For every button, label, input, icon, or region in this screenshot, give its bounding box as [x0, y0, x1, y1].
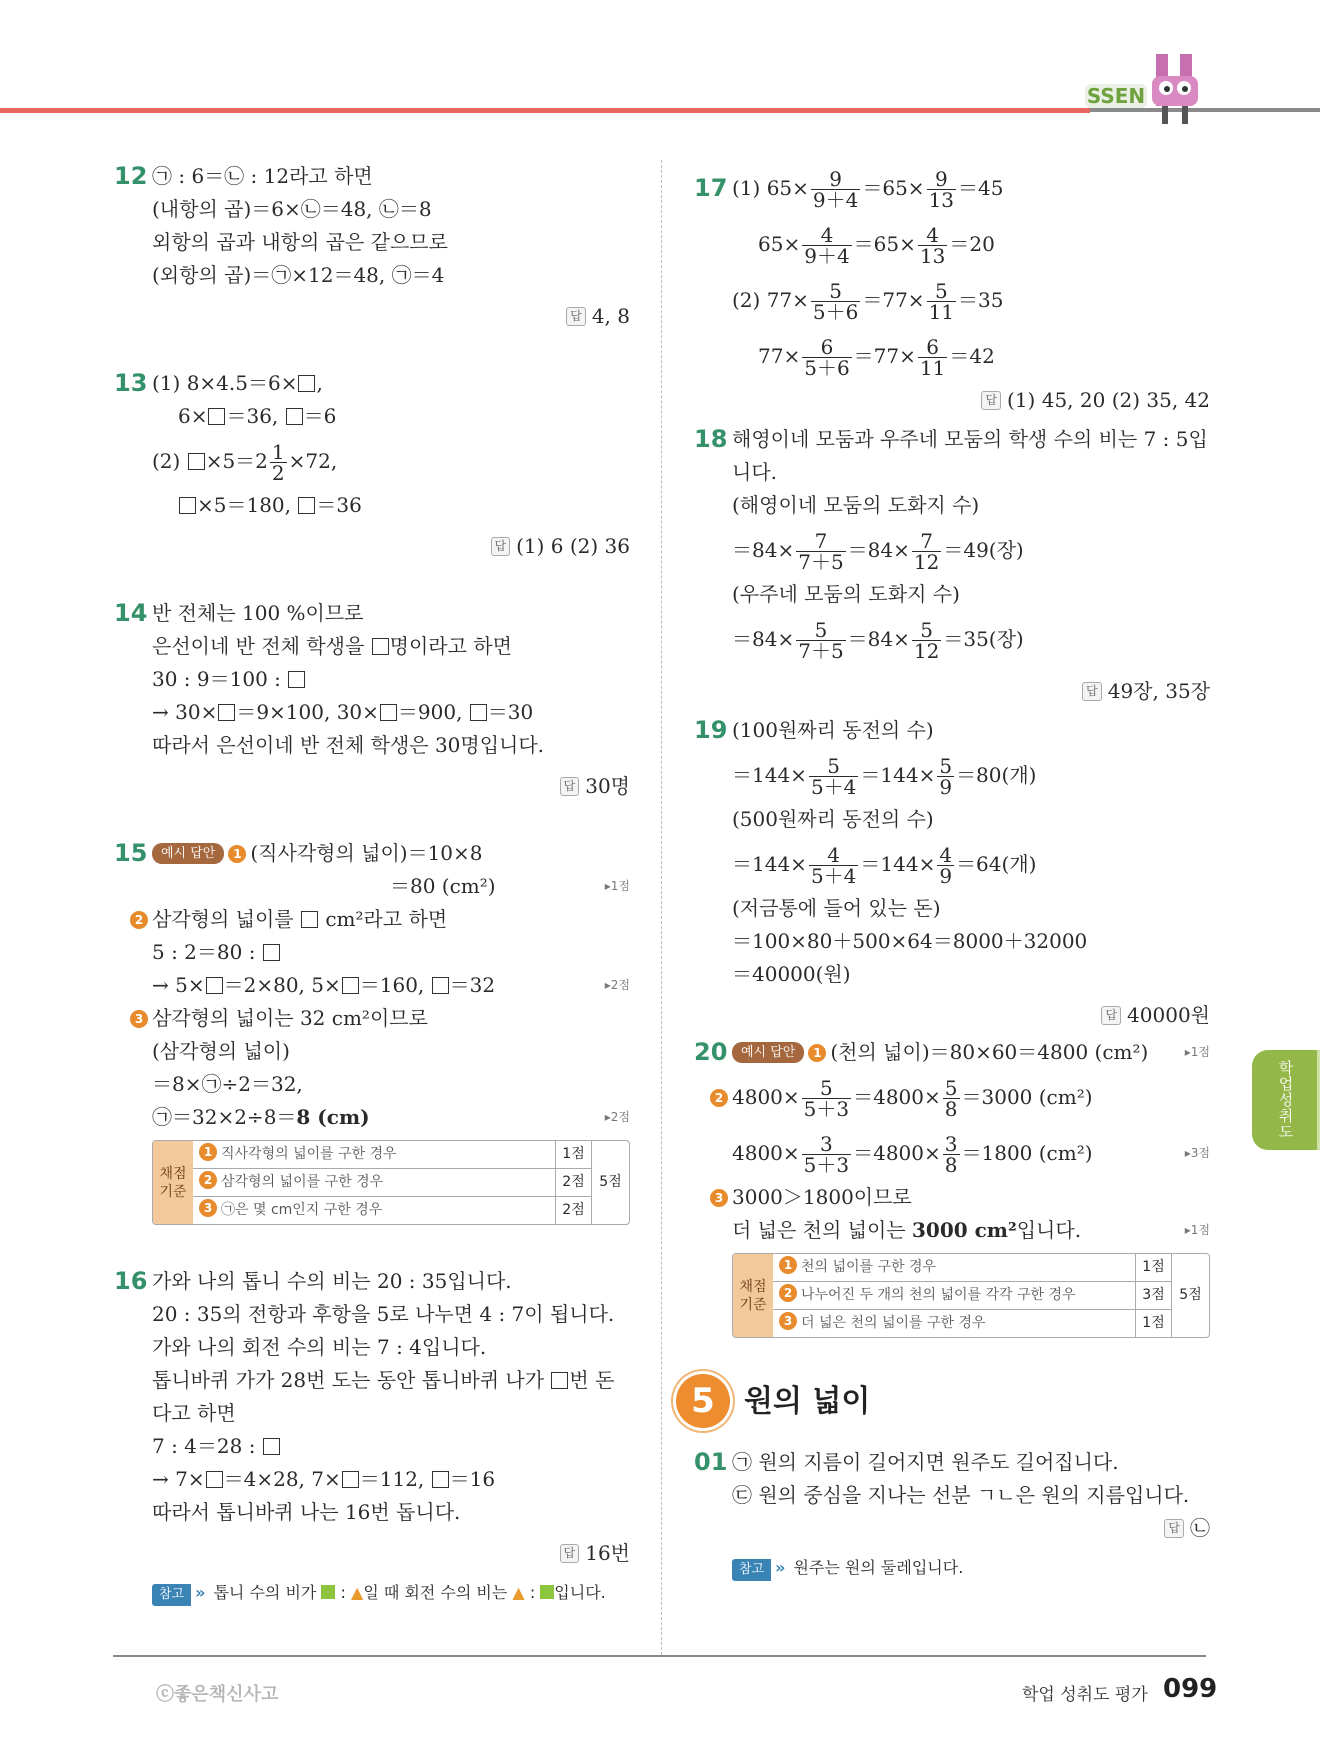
points: ▸2점 [604, 978, 630, 992]
step-marker: 1 [808, 1044, 826, 1062]
mascot-icon [1150, 42, 1208, 128]
answer-value: (1) 6 (2) 36 [516, 534, 630, 558]
rubric-row: 3 ㉠은 몇 cm인지 구한 경우 2점 [193, 1197, 591, 1224]
rubric-row: 3 더 넓은 천의 넓이를 구한 경우 1점 [773, 1310, 1171, 1337]
blank-box [342, 977, 359, 994]
solution-line: 3 3000＞1800이므로 [710, 1181, 1210, 1214]
unit-number: 5 [676, 1374, 730, 1428]
solution-line: 따라서 은선이네 반 전체 학생은 30명입니다. [152, 733, 545, 757]
answer-value: 30명 [585, 774, 630, 798]
solution-line: 2 삼각형의 넓이를 cm²라고 하면 [130, 903, 630, 936]
blank-box [263, 1438, 280, 1455]
answer-value: 49장, 35장 [1107, 679, 1210, 703]
equation-line: ＝144× $\frac{5}{5+4}$ ＝144× $\frac{5}{9}$ ＝80(개) [732, 754, 1037, 799]
solution-line: 3 삼각형의 넓이는 32 cm²이므로 [130, 1002, 630, 1035]
solution-line: → 30× ＝9×100, 30× ＝900, ＝30 [152, 700, 534, 724]
blank-box [301, 911, 318, 928]
points: ▸1점 [1184, 1223, 1210, 1237]
left-column [100, 160, 630, 1609]
problem-14 [100, 597, 630, 803]
note-tag: 참고 [732, 1559, 771, 1581]
solution-line: 6× ＝36, ＝6 [178, 404, 337, 428]
blank-box [342, 1471, 359, 1488]
example-answer-tag: 예시 답안 [732, 1042, 804, 1063]
square-icon [321, 1585, 335, 1599]
solution-line: (1) 8×4.5＝6× , [152, 371, 323, 395]
problem-number: 19 [694, 716, 728, 744]
problem-17 [680, 160, 1210, 417]
answer-label: 답 [1164, 1519, 1184, 1538]
footer-title: 학업 성취도 평가 [1022, 1685, 1148, 1705]
answer [152, 1537, 630, 1570]
solution-line: 7 : 4＝28 : [152, 1430, 630, 1463]
answer-label: 답 [981, 391, 1001, 410]
solution-line: 니다. [732, 460, 777, 484]
solution-line: 가와 나의 톱니 수의 비는 20 : 35입니다. [152, 1269, 512, 1293]
problem-15 [100, 837, 630, 1225]
blank-box [372, 638, 389, 655]
blank-box [298, 497, 315, 514]
blank-box [218, 704, 235, 721]
problem-13 [100, 367, 630, 563]
blank-box [263, 944, 280, 961]
solution-line: 따라서 톱니바퀴 나는 16번 돕니다. [152, 1500, 461, 1524]
unit-heading [676, 1374, 1210, 1428]
solution-line: 20 : 35의 전항과 후항을 5로 나누면 4 : 7이 됩니다. [152, 1302, 615, 1326]
problem-18 [680, 423, 1210, 708]
answer [152, 770, 630, 803]
answer [152, 530, 630, 563]
rubric-total: 5점 [1171, 1254, 1209, 1337]
equation-line: ＝84× $\frac{7}{7+5}$ ＝84× $\frac{7}{12}$ ＝49(장) [732, 529, 1024, 574]
rubric-row: 2 삼각형의 넓이를 구한 경우 2점 [193, 1169, 591, 1197]
answer-value: 4, 8 [591, 304, 630, 328]
rubric-row: 2 나누어진 두 개의 천의 넓이를 각각 구한 경우 3점 [773, 1282, 1171, 1310]
blank-box [206, 1471, 223, 1488]
solution-line: 예시 답안 1 (천의 넓이)＝80×60＝4800 (cm²) ▸1점 [732, 1036, 1210, 1069]
blank-box [179, 497, 196, 514]
answer [732, 384, 1210, 417]
blank-box [206, 977, 223, 994]
triangle-icon: ▲ [512, 1583, 525, 1602]
grading-rubric [152, 1140, 630, 1225]
problem-19 [680, 714, 1210, 1032]
points: ▸1점 [604, 879, 630, 893]
problem-number: 16 [114, 1267, 148, 1295]
solution-line: (해영이네 모둠의 도화지 수) [732, 493, 980, 517]
answer-label: 답 [560, 777, 580, 796]
solution-line: (100원짜리 동전의 수) [732, 718, 934, 742]
equation-line: ＝84× $\frac{5}{7+5}$ ＝84× $\frac{5}{12}$ ＝35(장) [732, 618, 1024, 663]
rubric-row: 1 직사각형의 넓이를 구한 경우 1점 [193, 1141, 591, 1169]
problem-20 [680, 1036, 1210, 1338]
solution-line: 반 전체는 100 %이므로 [152, 601, 364, 625]
solution-line: ㉠ : 6＝㉡ : 12라고 하면 [152, 164, 373, 188]
answer [732, 999, 1210, 1032]
problem-number: 15 [114, 839, 148, 867]
solution-line: 외항의 곱과 내항의 곱은 같으므로 [152, 230, 448, 254]
equation-line: 2 4800× $\frac{5}{5+3}$ ＝4800× $\frac{5}{8}$ ＝3000 (cm²) [710, 1069, 1210, 1125]
solution-line: (2) ×5＝2 $\frac{1}{2}$ ×72, [152, 440, 338, 485]
answer-value: ㉡ [1190, 1516, 1210, 1540]
equation-line: ＝144× $\frac{4}{5+4}$ ＝144× $\frac{4}{9}$ ＝64(개) [732, 843, 1037, 888]
solution-line: → 5× ＝2×80, 5× ＝160, ＝32 ▸2점 [152, 969, 630, 1002]
solution-line: ＝8×㉠÷2＝32, [152, 1072, 303, 1096]
rubric-row: 1 천의 넓이를 구한 경우 1점 [773, 1254, 1171, 1282]
right-column [680, 160, 1210, 1584]
note: 참고 » 톱니 수의 비가 : ▲일 때 회전 수의 비는 ▲ : 입니다. [152, 1576, 630, 1609]
copyright: ⓒ좋은책신사고 [156, 1684, 279, 1705]
answer [732, 1512, 1210, 1545]
solution-line: 해영이네 모둠과 우주네 모둠의 학생 수의 비는 7 : 5입 [732, 427, 1208, 451]
solution-line: ×5＝180, ＝36 [152, 489, 630, 522]
blank-box [286, 408, 303, 425]
problem-number: 13 [114, 369, 148, 397]
blank-box [208, 408, 225, 425]
unit-title: 원의 넓이 [744, 1383, 871, 1419]
equation-line: 77× $\frac{6}{5+6}$ ＝77× $\frac{6}{11}$ ＝42 [758, 335, 995, 380]
blank-box [432, 977, 449, 994]
solution-line: ＝80 (cm²) ▸1점 [152, 870, 630, 903]
problem-number: 12 [114, 162, 148, 190]
rubric-total: 5점 [591, 1141, 629, 1224]
solution-line: → 7× ＝4×28, 7× ＝112, ＝16 [152, 1467, 496, 1491]
step-marker: 2 [130, 911, 148, 929]
problem-12 [100, 160, 630, 333]
answer [732, 675, 1210, 708]
step-marker: 2 [710, 1089, 728, 1107]
solution-line: (내항의 곱)＝6×㉡＝48, ㉡＝8 [152, 197, 432, 221]
rubric-header: 채점 기준 [153, 1141, 193, 1224]
blank-box [298, 375, 315, 392]
footer-rule [113, 1655, 1206, 1657]
answer-label: 답 [1082, 682, 1102, 701]
problem-number: 17 [694, 174, 728, 202]
answer-value: (1) 45, 20 (2) 35, 42 [1007, 388, 1210, 412]
equation-line: (1) 65× $\frac{9}{9+4}$ ＝65× $\frac{9}{13}$ ＝45 [732, 167, 1004, 212]
solution-line: 톱니바퀴 가가 28번 도는 동안 톱니바퀴 나가 번 돈 [152, 1368, 615, 1392]
blank-box [188, 453, 205, 470]
solution-line: 30 : 9＝100 : [152, 663, 630, 696]
square-icon [540, 1585, 554, 1599]
answer [152, 300, 630, 333]
solution-line: ㉠＝32×2÷8＝8 (cm) ▸2점 [152, 1101, 630, 1134]
blank-box [380, 704, 397, 721]
solution-line: 더 넓은 천의 넓이는 3000 cm²입니다. ▸1점 [732, 1214, 1210, 1247]
problem-number: 18 [694, 425, 728, 453]
problem-number: 14 [114, 599, 148, 627]
column-divider [661, 160, 662, 1655]
triangle-icon: ▲ [351, 1583, 364, 1602]
solution-line: ＝100×80＋500×64＝8000＋32000 [732, 929, 1088, 953]
step-marker: 3 [710, 1189, 728, 1207]
equation-line: 65× $\frac{4}{9+4}$ ＝65× $\frac{4}{13}$ ＝20 [758, 223, 995, 268]
points: ▸3점 [1184, 1146, 1210, 1160]
solution-line: 은선이네 반 전체 학생을 명이라고 하면 [152, 634, 512, 658]
points: ▸2점 [604, 1110, 630, 1124]
rubric-header: 채점 기준 [733, 1254, 773, 1337]
example-answer-tag: 예시 답안 [152, 843, 224, 864]
blank-box [288, 671, 305, 688]
header-rule-red [0, 108, 1090, 113]
equation-line: (2) 77× $\frac{5}{5+6}$ ＝77× $\frac{5}{11}$ ＝35 [732, 279, 1004, 324]
fraction: $\frac{1}{2}$ [271, 440, 285, 485]
note-tag: 참고 [152, 1584, 191, 1606]
points: ▸1점 [1184, 1045, 1210, 1059]
problem-number: 20 [694, 1038, 728, 1066]
problem-16 [100, 1265, 630, 1609]
answer-label: 답 [566, 307, 586, 326]
solution-line: 다고 하면 [152, 1401, 236, 1425]
solution-line: 예시 답안 1 (직사각형의 넓이)＝10×8 [152, 837, 630, 870]
answer-label: 답 [1101, 1006, 1121, 1025]
page-number: 099 [1163, 1674, 1218, 1704]
answer-label: 답 [491, 537, 511, 556]
blank-box [551, 1372, 568, 1389]
solution-line: ＝40000(원) [732, 962, 851, 986]
answer-value: 40000원 [1127, 1003, 1210, 1027]
step-marker: 1 [228, 845, 246, 863]
blank-box [470, 704, 487, 721]
section-side-tab[interactable]: 학업성취도 [1252, 1050, 1320, 1150]
solution-line: 5 : 2＝80 : [152, 936, 630, 969]
solution-line: (삼각형의 넓이) [152, 1039, 290, 1063]
problem-number: 01 [694, 1448, 728, 1476]
solution-line: (500원짜리 동전의 수) [732, 807, 934, 831]
note: 참고 » 원주는 원의 둘레입니다. [732, 1551, 1210, 1584]
answer-value: 16번 [585, 1541, 630, 1565]
blank-box [432, 1471, 449, 1488]
solution-line: ㉠ 원의 지름이 길어지면 원주도 길어집니다. [732, 1450, 1119, 1474]
solution-line: (우주네 모둠의 도화지 수) [732, 582, 960, 606]
brand-logo: SSEN [1086, 84, 1146, 108]
grading-rubric [732, 1253, 1210, 1338]
solution-line: (저금통에 들어 있는 돈) [732, 896, 941, 920]
problem-01 [680, 1446, 1210, 1584]
equation-line: 4800× $\frac{3}{5+3}$ ＝4800× $\frac{3}{8}$ ＝1800 (cm²) ▸3점 [732, 1125, 1210, 1181]
solution-line: (외항의 곱)＝㉠×12＝48, ㉠＝4 [152, 263, 445, 287]
solution-line: 가와 나의 회전 수의 비는 7 : 4입니다. [152, 1335, 487, 1359]
solution-line: ㉢ 원의 중심을 지나는 선분 ㄱㄴ은 원의 지름입니다. [732, 1483, 1190, 1507]
answer-label: 답 [560, 1544, 580, 1563]
step-marker: 3 [130, 1010, 148, 1028]
